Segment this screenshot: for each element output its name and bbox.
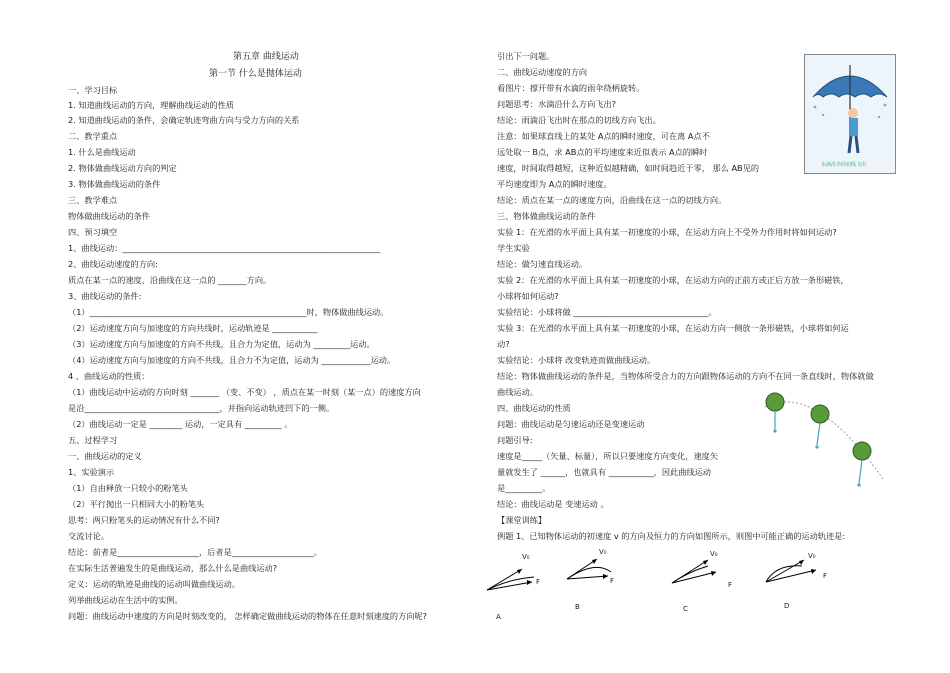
left-line: 结论：前者是____________________，后者是____________________。: [68, 547, 322, 557]
option-b-label: B: [575, 603, 580, 611]
left-line: 2、曲线运动速度的方向:: [68, 259, 158, 269]
right-line: 速度，时间取得越短，这种近似越精确，如时间趋近于零， 那么 AB见的: [497, 163, 760, 173]
left-line: 四、预习填空: [68, 227, 118, 237]
option-d-f-label: F: [823, 572, 828, 580]
left-line: （4）运动速度方向与加速度的方向不共线，且合力不为定值，运动为 ____________运动。: [68, 355, 396, 365]
right-line: 实验结论：小球将做 _________________________________。: [497, 307, 717, 317]
right-line: 动?: [497, 339, 510, 349]
right-line: 看图片：撑开带有水滴的雨伞绕柄旋转。: [497, 83, 645, 93]
right-line: 例题 1、已知物体运动的初速度 v 的方向及恒力的方向如图所示，则图中可能正确的运动轨迹是:: [497, 531, 846, 541]
left-line: （1）_____________________________________________________时，物体做曲线运动。: [68, 307, 389, 317]
left-line: （1）自由释放一只较小的粉笔头: [68, 483, 188, 493]
umbrella-illustration: [805, 55, 895, 173]
left-line: 一、曲线运动的定义: [68, 451, 142, 461]
right-line: 实验结论：小球将 改变轨迹而做曲线运动。: [497, 355, 656, 365]
option-a-v-label: V₀: [522, 553, 530, 561]
option-c-diagram: [668, 550, 743, 625]
option-a-f-label: F: [536, 578, 541, 586]
right-line: 是_________。: [497, 483, 551, 493]
left-line: 1、曲线运动：_______________________________________________________________: [68, 243, 381, 253]
left-line: 五、过程学习: [68, 435, 118, 445]
left-line: 1、实验演示: [68, 467, 115, 477]
left-line: （2）平行抛出一只相同大小的粉笔头: [68, 499, 205, 509]
option-a-label: A: [496, 613, 501, 621]
left-line: 2. 知道曲线运动的条件，会确定轨迹弯曲方向与受力方向的关系: [68, 115, 300, 125]
left-line: 交流讨论。: [68, 531, 109, 541]
right-line: 速度是_____（矢量、标量），所以只要速度方向变化，速度矢: [497, 451, 719, 461]
left-line: 3. 物体做曲线运动的条件: [68, 179, 161, 189]
chapter-title: 第五章 曲线运动: [233, 52, 299, 62]
section-title: 第一节 什么是抛体运动: [209, 69, 302, 79]
right-line: 引出下一问题。: [497, 51, 555, 61]
right-line: 曲线运动。: [497, 387, 538, 397]
right-line: 远处取一 B点，求 AB点的平均速度来近似表示 A点的瞬时: [497, 147, 708, 157]
left-line: 2. 物体做曲线运动方向的判定: [68, 163, 177, 173]
option-c-label: C: [683, 605, 688, 613]
left-line: 质点在某一点的速度，沿曲线在这一点的 _______方向。: [68, 275, 272, 285]
right-line: 结论：质点在某一点的速度方向，沿曲线在这一点的切线方向。: [497, 195, 727, 205]
right-line: 三、物体做曲线运动的条件: [497, 211, 596, 221]
right-line: 量就发生了 ______，也就具有 ___________，因此曲线运动: [497, 467, 711, 477]
left-line: （1）曲线运动中运动的方向时刻 _______ （变、不变） ，质点在某一时刻（某一点）的速度方向: [68, 387, 421, 397]
left-line: 3、曲线运动的条件:: [68, 291, 142, 301]
left-line: 1. 什么是曲线运动: [68, 147, 136, 157]
right-line: 【课堂训练】: [497, 515, 547, 525]
umbrella-image: [804, 54, 896, 174]
left-line: 二、教学重点: [68, 131, 118, 141]
option-d-diagram: [762, 548, 837, 623]
left-line: 问题：曲线运动中速度的方向是时刻改变的， 怎样确定做曲线运动的物体在任意时刻速度的方向呢?: [68, 611, 428, 621]
left-line: 三、教学难点: [68, 195, 118, 205]
right-line: 问题：曲线运动是匀速运动还是变速运动: [497, 419, 645, 429]
trajectory-image: [755, 387, 890, 492]
right-line: 实验 2：在光滑的水平面上具有某一初速度的小球，在运动方向的正前方或正后方放一条形磁铁，: [497, 275, 849, 285]
left-line: 定义：运动的轨迹是曲线的运动叫做曲线运动。: [68, 579, 240, 589]
right-line: 实验 1：在光滑的水平面上具有某一初速度的小球，在运动方向上不受外力作用时将如何运动?: [497, 227, 837, 237]
option-d-label: D: [784, 602, 790, 610]
right-line: 二、曲线运动速度的方向: [497, 67, 588, 77]
right-line: 问题思考：水滴沿什么方向飞出?: [497, 99, 616, 109]
right-line: 学生实验: [497, 243, 530, 253]
right-line: 结论：做匀速直线运动。: [497, 259, 588, 269]
left-line: 思考：两只粉笔头的运动情况有什么不同?: [68, 515, 220, 525]
option-b-diagram: [565, 546, 635, 621]
right-line: 结论：雨滴沿飞出时在那点的切线方向飞出。: [497, 115, 661, 125]
left-line: 4 、曲线运动的性质：: [68, 371, 150, 381]
option-b-v-label: V₀: [599, 548, 607, 556]
umbrella-caption: 水滴沿伞的切线飞出: [821, 162, 867, 168]
left-line: 1. 知道曲线运动的方向，理解曲线运动的性质: [68, 100, 234, 110]
right-line: 结论：曲线运动是 变速运动 。: [497, 499, 609, 509]
right-line: 问题引导:: [497, 435, 533, 445]
left-line: 物体做曲线运动的条件: [68, 211, 150, 221]
option-c-v-label: V₀: [710, 550, 718, 558]
right-line: 小球将如何运动?: [497, 291, 559, 301]
option-b-f-label: F: [610, 577, 615, 585]
option-d-v-label: V₀: [808, 552, 816, 560]
left-line: （2）曲线运动一定是 ________ 运动，一定具有 _________ 。: [68, 419, 293, 429]
left-line: 列举曲线运动在生活中的实例。: [68, 595, 183, 605]
left-line: 在实际生活普遍发生的是曲线运动，那么什么是曲线运动?: [68, 563, 278, 573]
right-line: 结论：物体做曲线运动的条件是，当物体所受合力的方向跟物体运动的方向不在同一条直线时，物体就做: [497, 371, 874, 381]
left-line: （3）运动速度方向与加速度的方向不共线，且合力为定值，运动为 _________运动。: [68, 339, 375, 349]
option-a-diagram: [484, 555, 554, 630]
left-line: （2）运动速度方向与加速度的方向共线时，运动轨迹是 ___________: [68, 323, 318, 333]
right-line: 四、曲线运动的性质: [497, 403, 571, 413]
right-line: 实验 3：在光滑的水平面上具有某一初速度的小球，在运动方向一侧放一条形磁铁，小球将如何运: [497, 323, 849, 333]
right-line: 注意：如果球直线上的某处 A点的瞬时速度，可在离 A点不: [497, 131, 710, 141]
right-line: 平均速度即为 A点的瞬时速度。: [497, 179, 612, 189]
option-c-f-label: F: [728, 581, 733, 589]
left-line: 一、学习目标: [68, 85, 118, 95]
left-line: 是沿_________________________________，并指向运动轨迹凹下的一侧。: [68, 403, 335, 413]
trajectory-illustration: [755, 387, 890, 492]
